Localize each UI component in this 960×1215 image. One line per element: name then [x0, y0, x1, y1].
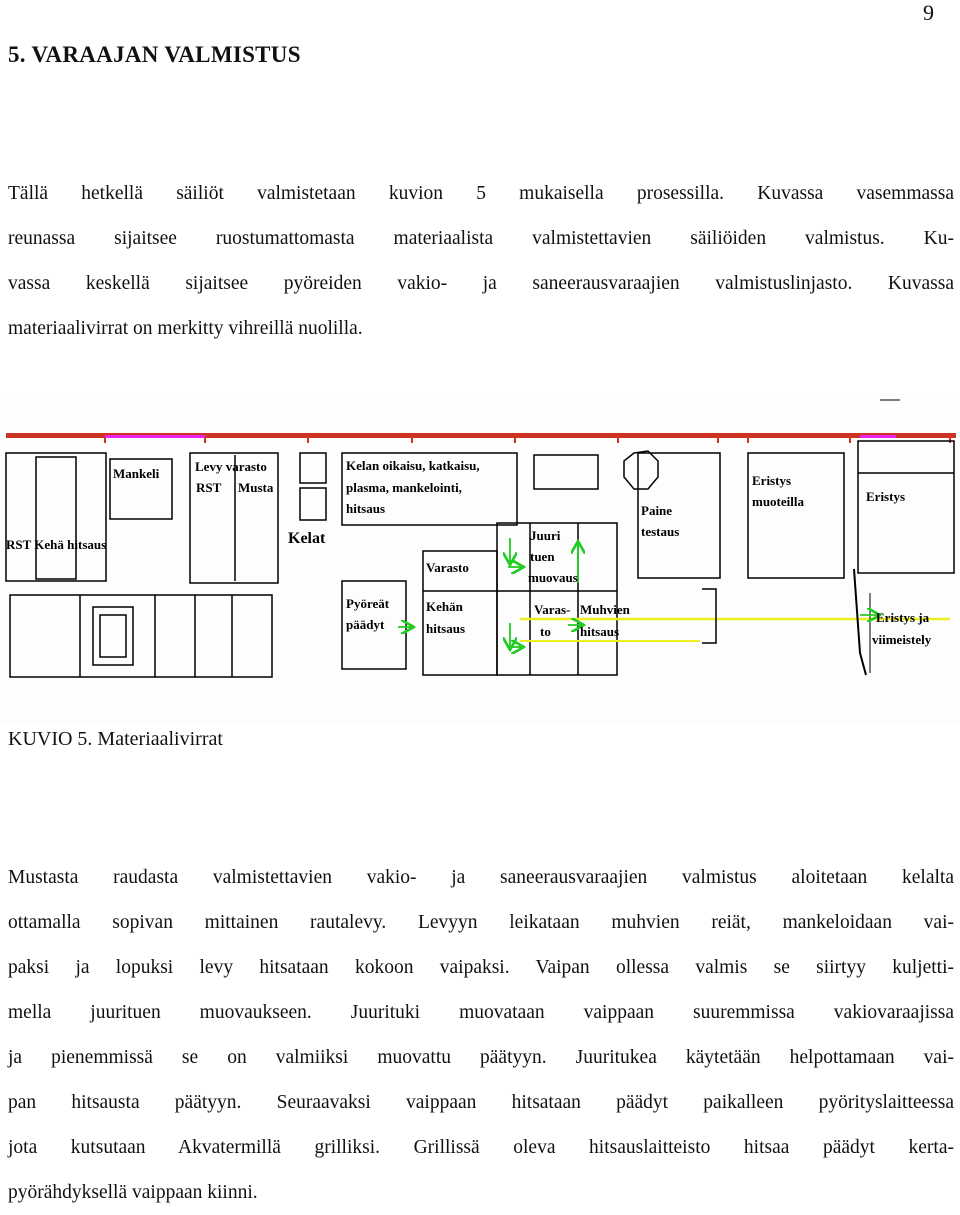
label-rst-keha: RST Kehä hitsaus: [6, 537, 107, 552]
label-rst: RST: [196, 480, 222, 495]
intro-paragraph: [8, 171, 954, 351]
text-line: jota kutsutaan Akvatermillä grilliksi. Grillissä oleva hitsauslaitteisto hitsaa päädyt kerta-: [8, 1137, 954, 1158]
text-line: Mustasta raudasta valmistettavien vakio- ja saneerausvaraajien valmistus aloitetaan kelalta: [8, 867, 954, 888]
label-paine-2: testaus: [641, 524, 680, 539]
label-juuri-2: tuen: [530, 549, 555, 564]
text-line: materiaalivirrat on merkitty vihreillä nuolilla.: [8, 318, 363, 339]
text-line: ottamalla sopivan mittainen rautalevy. Levyyn leikataan muhvien reiät, mankeloidaan vai-: [8, 912, 954, 933]
label-mankeli: Mankeli: [113, 466, 160, 481]
text-line: paksi ja lopuksi levy hitsataan kokoon vaipaksi. Vaipan ollessa valmis se siirtyy kuljetti-: [8, 957, 954, 978]
text-line: ja pienemmissä se on valmiiksi muovattu päätyyn. Juuritukea käytetään helpottamaan vai-: [8, 1047, 954, 1068]
text-line: vassa keskellä sijaitsee pyöreiden vakio- ja saneerausvaraajien valmistuslinjasto. Kuvassa: [8, 273, 954, 294]
label-varasto: Varasto: [426, 560, 469, 575]
label-muhvien-1: Muhvien: [580, 602, 630, 617]
label-kehan-1: Kehän: [426, 599, 463, 614]
text-line: pyörähdyksellä vaippaan kiinni.: [8, 1182, 258, 1203]
wall-segment-pink: [860, 435, 896, 438]
label-varas-2: to: [540, 624, 551, 639]
text-line: pan hitsausta päätyyn. Seuraavaksi vaippaan hitsataan päädyt paikalleen pyörityslaitteessa: [8, 1092, 954, 1113]
label-paine-1: Paine: [641, 503, 673, 518]
text-line: Tällä hetkellä säiliöt valmistetaan kuvion 5 mukaisella prosessilla. Kuvassa vasemmassa: [8, 183, 954, 204]
page-number: 9: [923, 0, 934, 25]
wall-segment-pink: [105, 435, 205, 438]
label-pyoreat-2: päädyt: [346, 617, 385, 632]
body-paragraph: [8, 855, 954, 1215]
label-varas-1: Varas-: [534, 602, 571, 617]
label-eristys-ja-2: viimeistely: [872, 632, 932, 647]
label-kelan-2: plasma, mankelointi,: [346, 480, 462, 495]
label-eristys-m1: Eristys: [752, 473, 791, 488]
label-pyoreat-1: Pyöreät: [346, 596, 390, 611]
text-line: mella juurituen muovaukseen. Juurituki muovataan vaippaan suuremmissa vakiovaraajissa: [8, 1002, 954, 1023]
label-eristys-m2: muoteilla: [752, 494, 804, 509]
label-kelan-3: hitsaus: [346, 501, 386, 516]
label-eristys: Eristys: [866, 489, 905, 504]
label-muhvien-2: hitsaus: [580, 624, 620, 639]
section-heading: 5. VARAAJAN VALMISTUS: [8, 42, 301, 67]
label-kelan-1: Kelan oikaisu, katkaisu,: [346, 458, 480, 473]
label-juuri-1: Juuri: [530, 528, 561, 543]
label-eristys-ja-1: Eristys ja: [876, 610, 930, 625]
label-kehan-2: hitsaus: [426, 621, 466, 636]
label-levyvarasto: Levy varasto: [195, 459, 267, 474]
label-juuri-3: muovaus: [528, 570, 578, 585]
factory-layout-diagram: [0, 393, 960, 723]
figure-caption: KUVIO 5. Materiaalivirrat: [8, 728, 223, 750]
text-line: reunassa sijaitsee ruostumattomasta materiaalista valmistettavien säiliöiden valmistus. Ku-: [8, 228, 954, 249]
label-kelat: Kelat: [288, 530, 326, 547]
label-musta: Musta: [238, 480, 274, 495]
